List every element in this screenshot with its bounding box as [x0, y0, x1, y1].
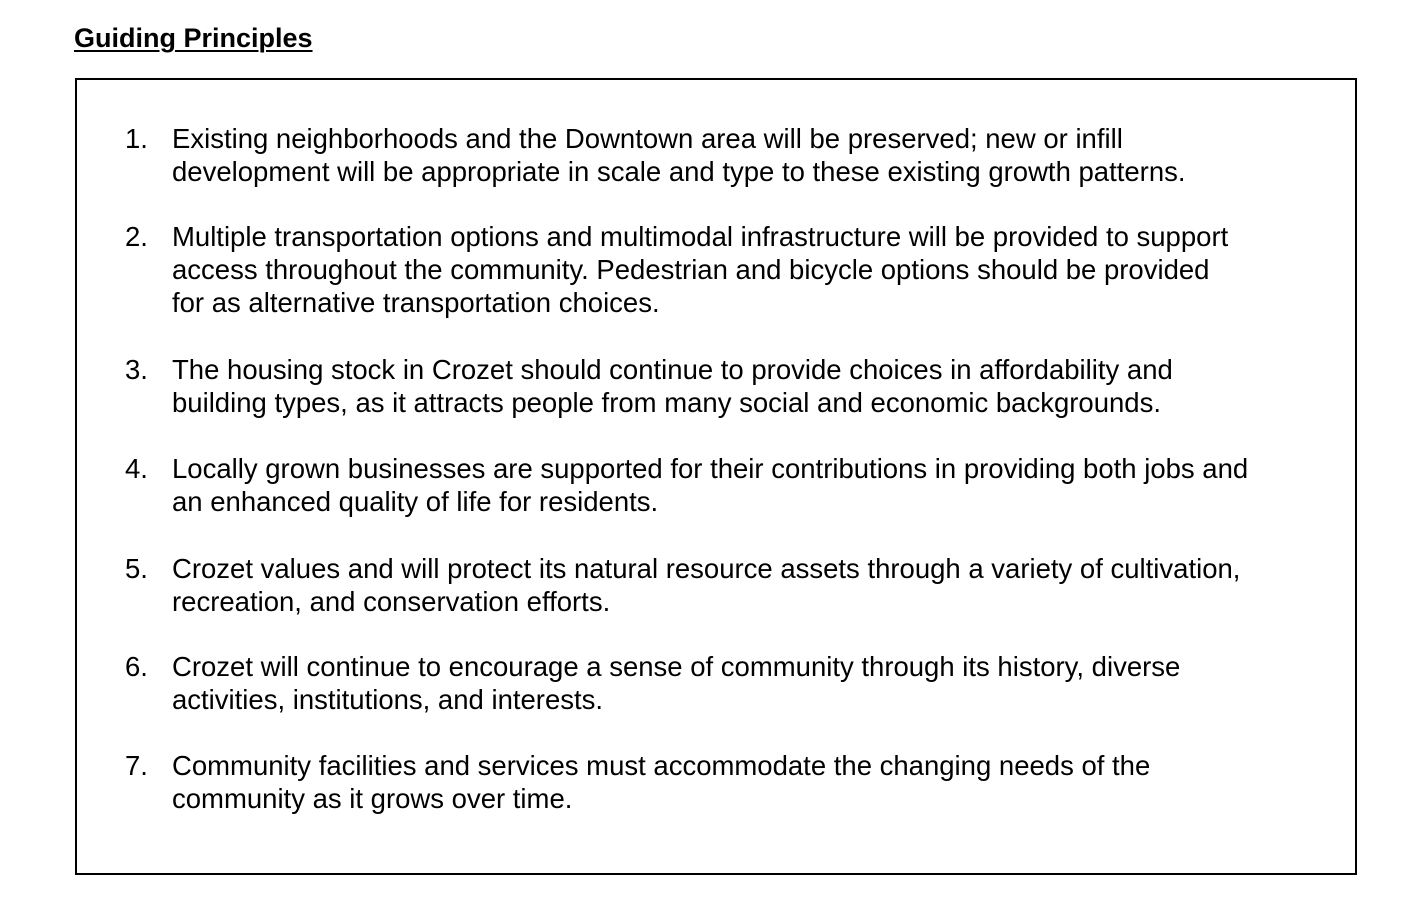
principle-text-line: The housing stock in Crozet should continue to provide choices in affordability and: [172, 354, 1173, 385]
principle-text-line: Existing neighborhoods and the Downtown area will be preserved; new or infill: [172, 123, 1123, 154]
principle-item: [125, 353, 1325, 419]
principle-text-line: an enhanced quality of life for residents.: [172, 486, 659, 517]
page-title: Guiding Principles: [74, 23, 313, 53]
principles-box: [75, 78, 1357, 875]
principle-item: [125, 552, 1325, 618]
principle-item: [125, 220, 1325, 319]
principle-text-line: for as alternative transportation choices.: [172, 287, 660, 318]
principle-number: 3.: [125, 354, 148, 385]
principle-text-line: recreation, and conservation efforts.: [172, 586, 611, 617]
principle-number: 2.: [125, 221, 148, 252]
principle-text-line: development will be appropriate in scale and type to these existing growth patterns.: [172, 156, 1186, 187]
principle-number: 7.: [125, 750, 148, 781]
principles-list: [125, 122, 1325, 815]
principle-item: [125, 452, 1325, 518]
principle-number: 4.: [125, 453, 148, 484]
principle-item: [125, 650, 1325, 716]
principle-text-line: Community facilities and services must accommodate the changing needs of the: [172, 750, 1151, 781]
principle-item: [125, 749, 1325, 815]
principle-number: 1.: [125, 123, 148, 154]
principle-text-line: Locally grown businesses are supported for their contributions in providing both jobs and: [172, 453, 1249, 484]
principle-text-line: Crozet values and will protect its natural resource assets through a variety of cultivation,: [172, 553, 1241, 584]
principle-number: 6.: [125, 651, 148, 682]
principle-text-line: building types, as it attracts people from many social and economic backgrounds.: [172, 387, 1161, 418]
principle-text-line: Crozet will continue to encourage a sense of community through its history, diverse: [172, 651, 1181, 682]
principle-text-line: community as it grows over time.: [172, 783, 573, 814]
principle-text-line: activities, institutions, and interests.: [172, 684, 604, 715]
principle-text-line: access throughout the community. Pedestrian and bicycle options should be provided: [172, 254, 1210, 285]
principle-text-line: Multiple transportation options and multimodal infrastructure will be provided to support: [172, 221, 1229, 252]
principle-item: [125, 122, 1325, 188]
principle-number: 5.: [125, 553, 148, 584]
